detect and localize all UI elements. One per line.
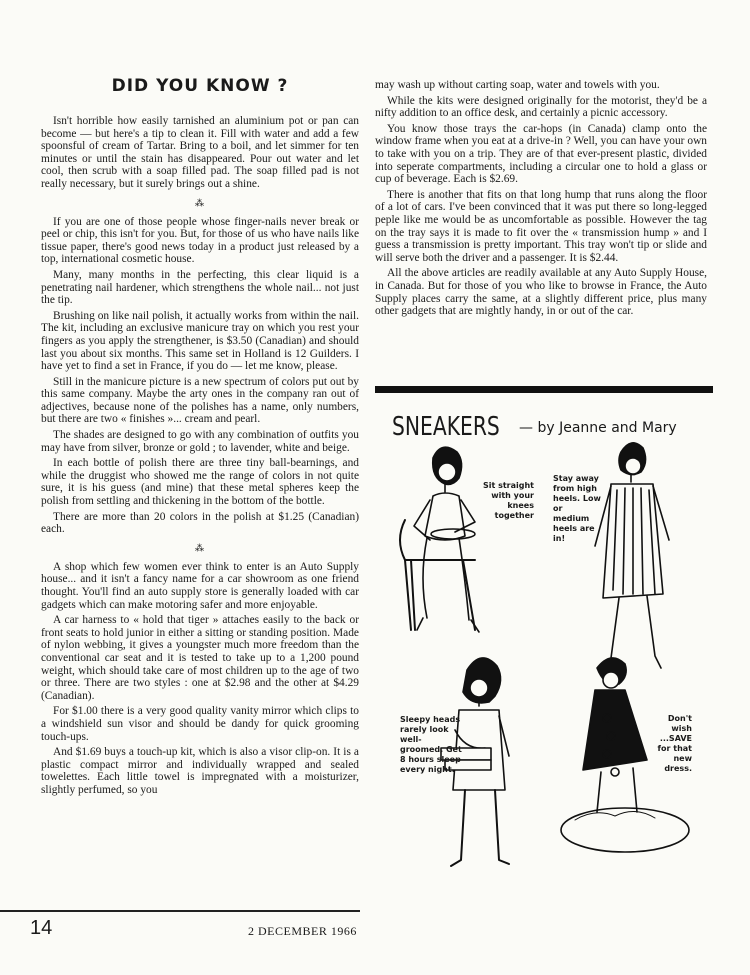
paragraph: Brushing on like nail polish, it actually works from within the nail. The kit, including an exclusive manicure tray on which you rest your fingers as you apply the strengthener, is $3.50 (Canadian) and should last you about six months. This same set in Holland is 12 Guilders. I have yet to find a set in France, if you do — let me know, please. [41,309,359,373]
footer-rule [0,910,360,912]
paragraph: Isn't horrible how easily tarnished an aluminium pot or pan can become — but here's a tip to clean it. Fill with water and add a few spoonsful of cream of Tartar. Bring to a boil, and let simmer for ten minutes or until the stain has disappeared. Pour out water and let cool, then scrub with a soap filled pad. The soap filled pad is not really necessary, but it surely brings out a shine. [41,115,359,190]
paragraph: While the kits were designed originally for the motorist, they'd be a nifty addition to an office desk, and certainly a picnic accessory. [375,94,707,120]
paragraph: In each bottle of polish there are three tiny ball-bearnings, and while the druggist who showed me the range of colors in not quite sure, it is his guess (and mine) that these metal spheres keep the polish from settling and thickening in the bottom of the bottle. [41,457,359,508]
article-heading: DID YOU KNOW ? [111,76,289,96]
section-divider [375,386,713,393]
paragraph: may wash up without carting soap, water and towels with you. [375,79,660,91]
caption-sit-straight: Sit straight with your knees together [482,481,534,520]
paragraph: You know those trays the car-hops (in Canada) clamp onto the window frame when you eat at a drive-in ? Well, you can have your own to take with you on a trip. They are of that ever-present plastic, divided into seperate compartments, including a circular one to hold a glass or cup of beverage. Each is $2.69. [375,122,707,186]
cartoon-byline: — by Jeanne and Mary [519,420,677,436]
paragraph: Many, many months in the perfecting, this clear liquid is a penetrating nail hardener, which strengthens the whole nail... not just the tip. [41,268,359,307]
caption-sleepy-heads: Sleepy heads rarely look well-groomed. Get 8 hours sleep every night. [400,715,462,774]
paragraph: The shades are designed to go with any combination of outfits you may have from silver, bronze or gold ; to lavender, white and beige. [41,429,359,454]
paragraph: A car harness to « hold that tiger » attaches easily to the back or front seats to hold junior in either a sitting or standing position. Made of nylon webbing, it gives a youngster much more freedom than the conventional car seat and it is tested to take up to a 1,200 pound weight, which should take care of most children up to the age of two or three. There are two styles : one at $2.98 and the other at $4.29 (Canadian). [41,614,359,702]
section-separator: ⁂ [195,197,205,208]
page-number: 14 [30,917,53,939]
paragraph: For $1.00 there is a very good quality vanity mirror which clips to a windshield sun visor and should be dandy for quick grooming touch-ups. [41,705,359,743]
issue-date: 2 DECEMBER 1966 [248,924,357,938]
left-column [41,115,359,800]
paragraph: There are more than 20 colors in the polish at $1.25 (Canadian) each. [41,510,359,536]
paragraph: A shop which few women ever think to enter is an Auto Supply house... and it isn't a fancy name for a car showroom as one friend thought. You'll find an auto supply store is generally loaded with car gadgets which can make motoring safer and more enjoyable. [41,560,359,611]
section-separator: ⁂ [195,542,205,553]
striped-dress-girl-figure [595,443,669,668]
paragraph: There is another that fits on that long hump that runs along the floor of a lot of cars. I've been convinced that it was put there so long-legged peple like me would be as uncomfortable as possible. However the tag on the tray says it is made to fit over the « transmission hump » and I guess a transmission is pretty important. This tray won't tip or slide and will serve both the driver and a passenger. It is $2.44. [375,188,707,264]
paragraph: And $1.69 buys a touch-up kit, which is also a visor clip-on. It is a plastic compact mirror and individually wrapped and sealed towelettes. Each little towel is impregnated with a moisturizer, slightly perfumed, so you [41,746,359,796]
cartoon-illustration [375,400,713,880]
paragraph: All the above articles are readily available at any Auto Supply House, in Canada. But for those of you who like to browse in France, the Auto Supply places carry the same, at a slightly different price, plus many other gadgets that are mightly handy, in or out of the car. [375,267,707,318]
paragraph: If you are one of those people whose finger-nails never break or peel or chip, this isn't for you. But, for those of us who have nails like tissue paper, there's good news today in a product just released by a top, international cosmetic house. [41,215,359,266]
cartoon-title: SNEAKERS [392,412,500,442]
seated-girl-figure [400,447,479,632]
caption-dont-wish: Don't wish ...SAVE for that new dress. [657,714,692,773]
right-column [375,79,707,321]
paragraph: Still in the manicure picture is a new spectrum of colors put out by this same company. Maybe the arty ones in the company ran out of adjectives, because none of the polishes has a name, only numbers, but there are two « finishes »... cream and pearl. [41,375,359,426]
caption-stay-away: Stay away from high heels. Low or medium heels are in! [553,474,601,543]
